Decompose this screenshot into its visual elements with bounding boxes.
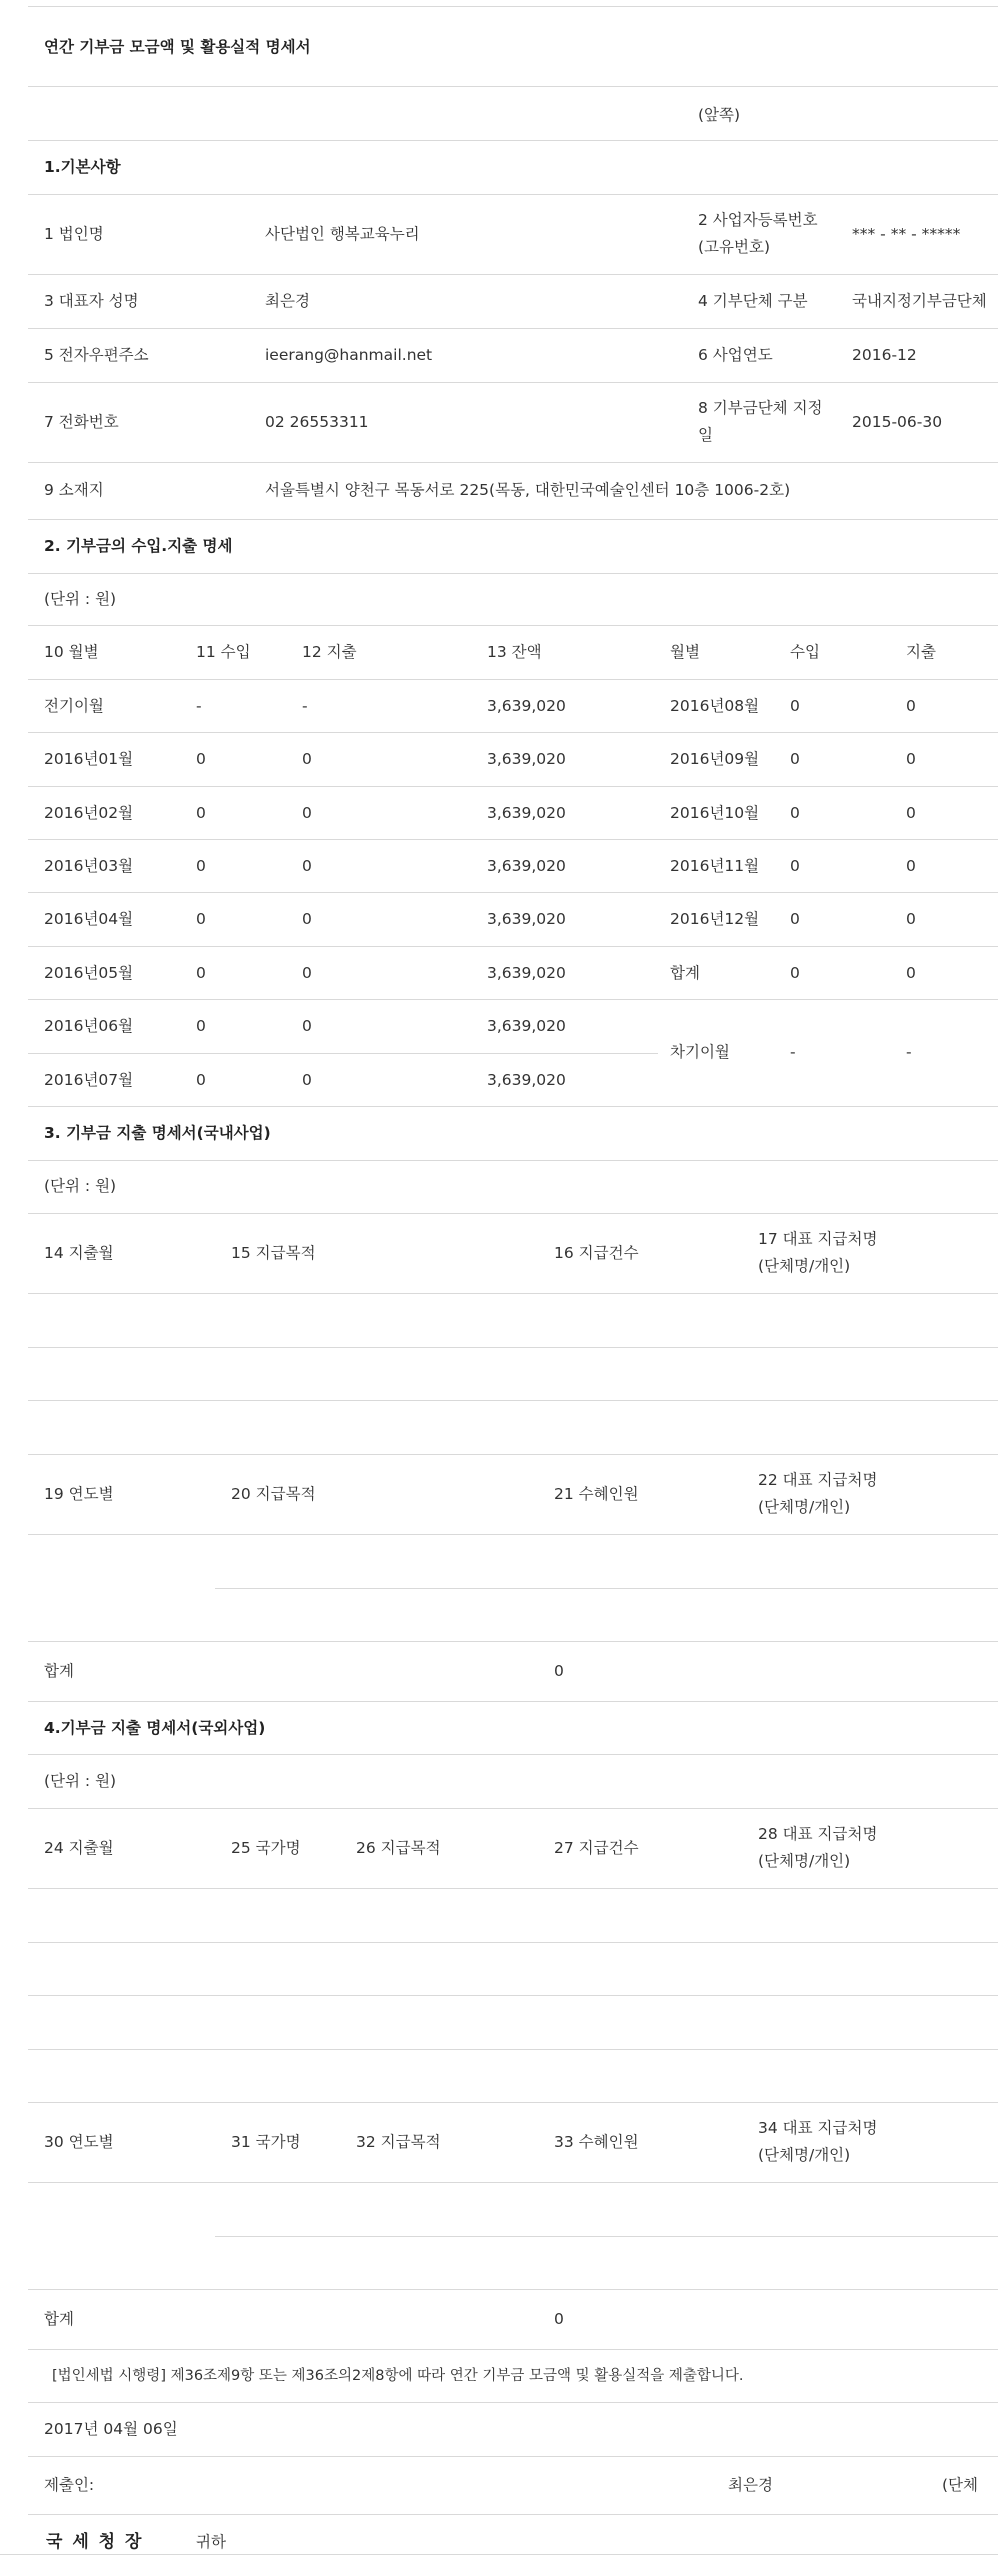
table-cell: 0	[302, 1071, 312, 1089]
col-balance-header: 13 잔액	[487, 643, 542, 661]
table-cell: -	[196, 697, 202, 715]
table-cell: 2016년11월	[670, 857, 760, 875]
rep-value: 최은경	[265, 292, 310, 310]
rule-line	[28, 1454, 998, 1455]
rule-line	[28, 140, 998, 141]
recipient-office: 국 세 청 장	[46, 2532, 144, 2552]
rule-line	[28, 1754, 998, 1755]
table-cell: 2016년08월	[670, 697, 760, 715]
rule-line	[28, 1942, 998, 1943]
rule-line	[28, 1160, 998, 1161]
total-value: 0	[554, 2310, 564, 2328]
table-cell: 2016년07월	[44, 1071, 134, 1089]
year-label: 6 사업연도	[698, 346, 773, 364]
rule-line	[28, 1400, 998, 1401]
col-header: 26 지급목적	[356, 1839, 441, 1857]
org-type-value: 국내지정기부금단체	[852, 292, 987, 310]
table-cell: 0	[906, 697, 916, 715]
table-cell: 3,639,020	[487, 750, 566, 768]
rule-line	[28, 946, 998, 947]
bizno-label: 2 사업자등록번호	[698, 211, 818, 229]
table-cell: 0	[302, 964, 312, 982]
table-cell: 2016년01월	[44, 750, 134, 768]
rule-line	[215, 1588, 998, 1589]
section-3-heading: 3. 기부금 지출 명세서(국내사업)	[44, 1124, 271, 1142]
rule-line	[28, 274, 998, 275]
rule-line	[28, 2456, 998, 2457]
rule-line	[28, 2182, 998, 2183]
rule-line	[28, 382, 998, 383]
table-cell: 3,639,020	[487, 697, 566, 715]
col-income-header: 11 수입	[196, 643, 251, 661]
table-cell: 0	[790, 857, 800, 875]
col-header: 30 연도별	[44, 2133, 114, 2151]
table-cell: 0	[196, 1017, 206, 1035]
rule-line	[28, 1106, 998, 1107]
bizno-value: *** - ** - *****	[852, 225, 961, 243]
submission-date: 2017년 04월 06일	[44, 2420, 178, 2438]
col-header: 28 대표 지급처명	[758, 1825, 878, 1843]
designation-label-sub: 일	[698, 426, 713, 444]
col-header: 27 지급건수	[554, 1839, 639, 1857]
rule-line	[28, 2102, 998, 2103]
submitter-name: 최은경	[728, 2476, 773, 2494]
rule-line	[28, 2514, 998, 2515]
table-cell: 0	[196, 1071, 206, 1089]
rule-line	[28, 1888, 998, 1889]
rule-line	[28, 1534, 998, 1535]
bizno-label-sub: (고유번호)	[698, 238, 770, 256]
table-cell: -	[302, 697, 308, 715]
carry-forward-expense: -	[906, 1043, 912, 1061]
col-income-right-header: 수입	[790, 643, 820, 661]
col-header: (단체명/개인)	[758, 1257, 851, 1275]
front-page-marker: (앞쪽)	[698, 106, 741, 124]
table-cell: 0	[302, 857, 312, 875]
section-2-heading: 2. 기부금의 수입.지출 명세	[44, 537, 233, 555]
rule-line	[28, 1053, 658, 1054]
total-label: 합계	[44, 1662, 74, 1680]
corp-name-value: 사단법인 행복교육누리	[265, 225, 420, 243]
total-label: 합계	[44, 2310, 74, 2328]
col-expense-right-header: 지출	[906, 643, 936, 661]
unit-label: (단위 : 원)	[44, 590, 117, 608]
corp-name-label: 1 법인명	[44, 225, 104, 243]
rule-line	[28, 2049, 998, 2050]
table-cell: 0	[906, 804, 916, 822]
table-cell: 3,639,020	[487, 804, 566, 822]
section-1-heading: 1.기본사항	[44, 158, 121, 176]
col-header: 24 지출월	[44, 1839, 114, 1857]
col-header: 16 지급건수	[554, 1244, 639, 1262]
table-cell: 합계	[670, 964, 700, 982]
rule-line	[28, 1808, 998, 1809]
table-cell: 0	[196, 804, 206, 822]
table-cell: 2016년10월	[670, 804, 760, 822]
rule-line	[28, 892, 998, 893]
rule-line	[28, 1213, 998, 1214]
table-cell: 0	[302, 750, 312, 768]
table-cell: 전기이월	[44, 697, 104, 715]
col-header: (단체명/개인)	[758, 2146, 851, 2164]
table-cell: 0	[302, 910, 312, 928]
rule-line	[28, 1995, 998, 1996]
org-type-label: 4 기부단체 구분	[698, 292, 808, 310]
designation-label: 8 기부금단체 지정	[698, 399, 823, 417]
rule-line	[28, 1293, 998, 1294]
col-header: 32 지급목적	[356, 2133, 441, 2151]
table-cell: 0	[906, 750, 916, 768]
email-value: ieerang@hanmail.net	[265, 346, 433, 364]
col-header: 25 국가명	[231, 1839, 301, 1857]
submitter-label: 제출인:	[44, 2476, 95, 2494]
table-cell: 0	[906, 857, 916, 875]
rule-line	[28, 328, 998, 329]
col-header: 15 지급목적	[231, 1244, 316, 1262]
col-header: 34 대표 지급처명	[758, 2119, 878, 2137]
recipient-honorific: 귀하	[196, 2533, 226, 2551]
designation-value: 2015-06-30	[852, 413, 943, 431]
rule-line	[28, 2349, 998, 2350]
phone-label: 7 전화번호	[44, 413, 119, 431]
rule-line	[28, 732, 998, 733]
submitter-seal-note: (단체	[942, 2476, 978, 2494]
table-cell: 2016년12월	[670, 910, 760, 928]
address-value: 서울특별시 양천구 목동서로 225(목동, 대한민국예술인센터 10층 1006-2호)	[265, 481, 791, 499]
table-cell: 2016년03월	[44, 857, 134, 875]
table-cell: 0	[196, 750, 206, 768]
table-cell: 2016년06월	[44, 1017, 134, 1035]
rule-line	[0, 2554, 998, 2555]
rule-line	[28, 6, 998, 7]
table-cell: 2016년05월	[44, 964, 134, 982]
col-month-right-header: 월별	[670, 643, 700, 661]
rule-line	[28, 679, 998, 680]
col-header: (단체명/개인)	[758, 1498, 851, 1516]
carry-forward-income: -	[790, 1043, 796, 1061]
col-header: 20 지급목적	[231, 1485, 316, 1503]
col-header: 22 대표 지급처명	[758, 1471, 878, 1489]
address-label: 9 소재지	[44, 481, 104, 499]
table-cell: 3,639,020	[487, 857, 566, 875]
table-cell: 3,639,020	[487, 1017, 566, 1035]
col-expense-header: 12 지출	[302, 643, 357, 661]
rule-line	[28, 86, 998, 87]
rule-line	[28, 194, 998, 195]
rule-line	[28, 2289, 998, 2290]
col-header: 17 대표 지급처명	[758, 1230, 878, 1248]
table-cell: 0	[790, 964, 800, 982]
rule-line	[28, 573, 998, 574]
rule-line	[215, 2236, 998, 2237]
document-title: 연간 기부금 모금액 및 활용실적 명세서	[44, 38, 311, 56]
table-cell: 2016년09월	[670, 750, 760, 768]
table-cell: 0	[906, 910, 916, 928]
phone-value: 02 26553311	[265, 413, 369, 431]
submission-statement: [법인세법 시행령] 제36조제9항 또는 제36조의2제8항에 따라 연간 기부금 모금액 및 활용실적을 제출합니다.	[52, 2368, 744, 2384]
col-header: (단체명/개인)	[758, 1852, 851, 1870]
rule-line	[28, 625, 998, 626]
col-header: 33 수혜인원	[554, 2133, 639, 2151]
unit-label: (단위 : 원)	[44, 1772, 117, 1790]
table-cell: 0	[196, 857, 206, 875]
rule-line	[28, 519, 998, 520]
unit-label: (단위 : 원)	[44, 1177, 117, 1195]
rule-line	[28, 1701, 998, 1702]
table-cell: 0	[790, 804, 800, 822]
email-label: 5 전자우편주소	[44, 346, 149, 364]
col-header: 14 지출월	[44, 1244, 114, 1262]
col-header: 19 연도별	[44, 1485, 114, 1503]
col-month-header: 10 월별	[44, 643, 99, 661]
table-cell: 0	[790, 697, 800, 715]
table-cell: 2016년04월	[44, 910, 134, 928]
table-cell: 0	[790, 750, 800, 768]
section-4-heading: 4.기부금 지출 명세서(국외사업)	[44, 1719, 266, 1737]
table-cell: 3,639,020	[487, 1071, 566, 1089]
table-cell: 3,639,020	[487, 964, 566, 982]
table-cell: 2016년02월	[44, 804, 134, 822]
rule-line	[28, 999, 998, 1000]
rule-line	[28, 1641, 998, 1642]
rep-label: 3 대표자 성명	[44, 292, 139, 310]
rule-line	[28, 786, 998, 787]
table-cell: 3,639,020	[487, 910, 566, 928]
rule-line	[28, 839, 998, 840]
rule-line	[28, 462, 998, 463]
rule-line	[28, 1347, 998, 1348]
table-cell: 0	[790, 910, 800, 928]
col-header: 21 수혜인원	[554, 1485, 639, 1503]
table-cell: 0	[302, 1017, 312, 1035]
table-cell: 0	[906, 964, 916, 982]
table-cell: 0	[196, 910, 206, 928]
col-header: 31 국가명	[231, 2133, 301, 2151]
rule-line	[28, 2402, 998, 2403]
table-cell: 0	[302, 804, 312, 822]
year-value: 2016-12	[852, 346, 917, 364]
table-cell: 0	[196, 964, 206, 982]
total-value: 0	[554, 1662, 564, 1680]
carry-forward-label: 차기이월	[670, 1043, 730, 1061]
